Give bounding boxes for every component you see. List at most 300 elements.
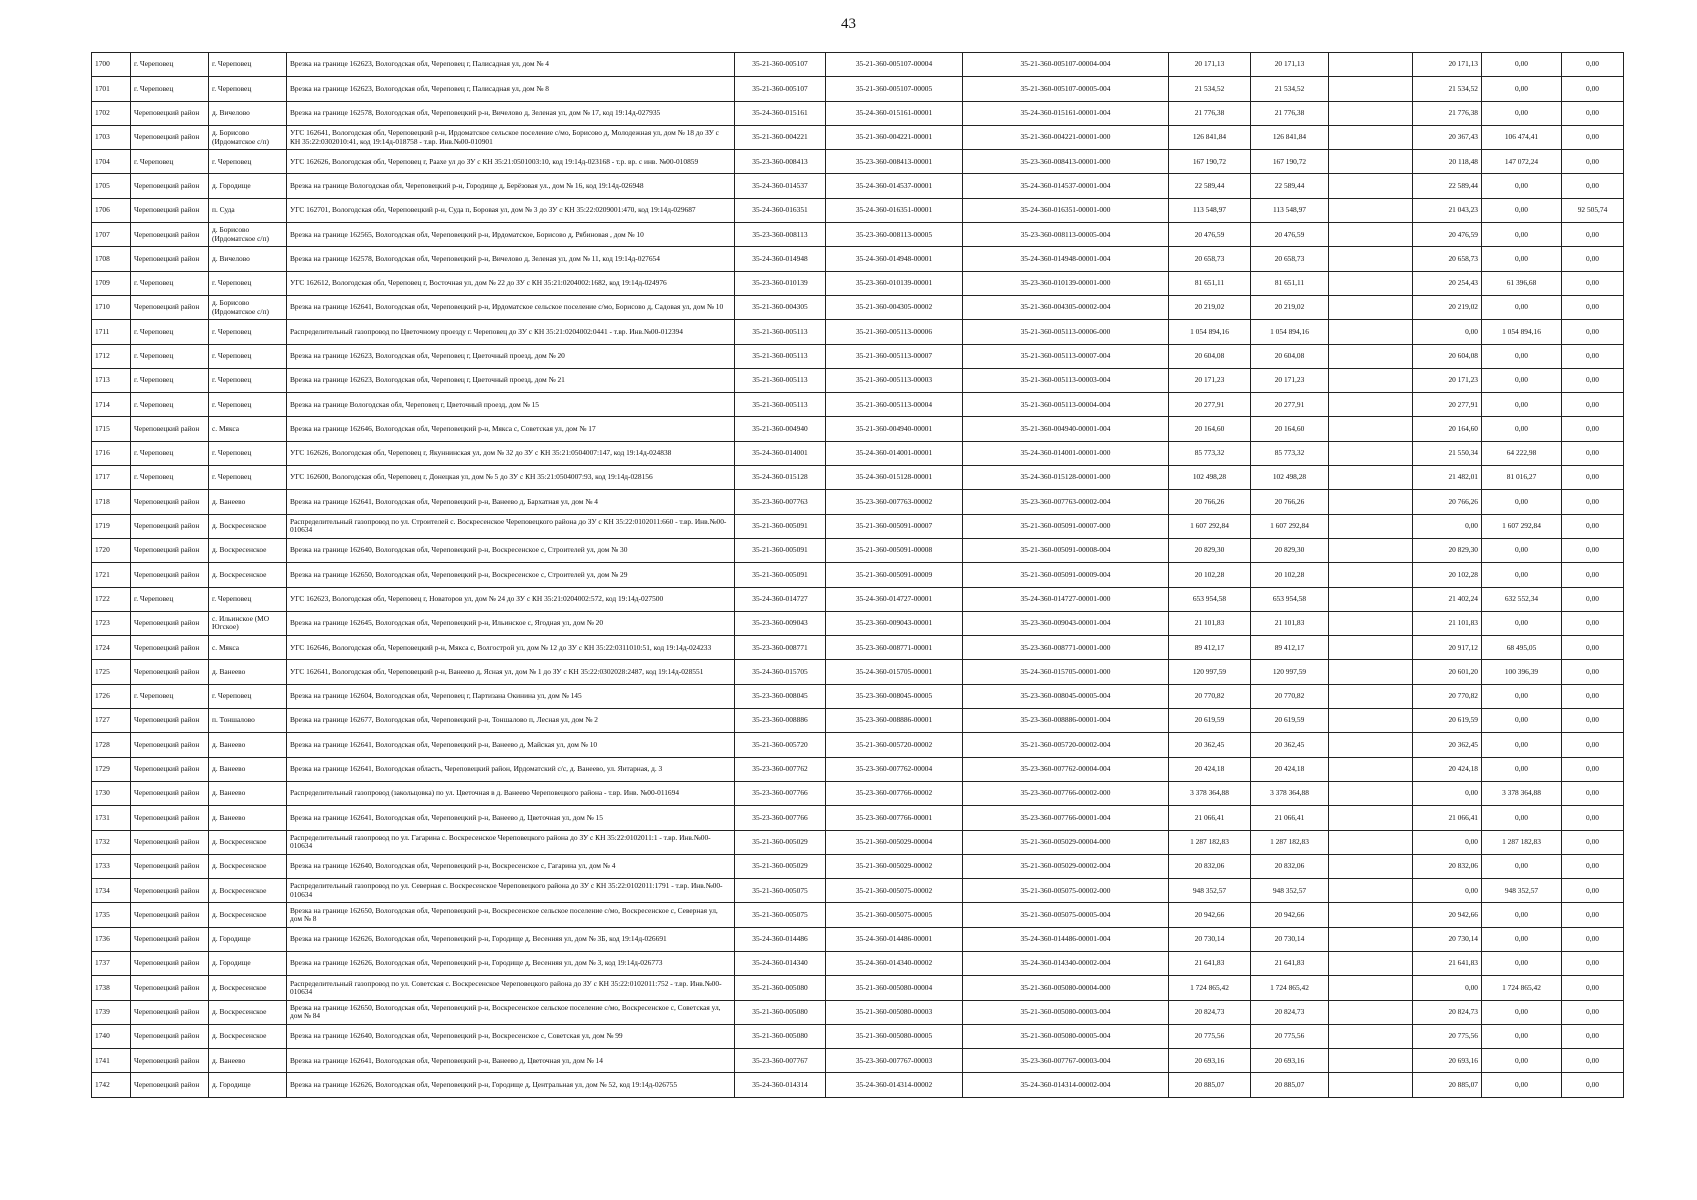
element-code-cell: 35-21-360-005113-00004-004 <box>963 393 1169 417</box>
object-description-cell: Распределительный газопровод по ул. Советская с. Воскресенское Череповецкого района до ЗУ с КН 35:22:0102011:752 - т.вр. Инв.№00-010634 <box>287 976 735 1000</box>
district-cell: г. Череповец <box>131 587 209 611</box>
sub-object-code-cell: 35-23-360-007762-00004 <box>826 757 963 781</box>
cost-part-3-cell: 0,00 <box>1562 976 1624 1000</box>
cost-part-3-cell: 0,00 <box>1562 368 1624 392</box>
locality-cell: д. Воскресенское <box>209 1000 287 1024</box>
sub-object-code-cell: 35-23-360-008886-00001 <box>826 709 963 733</box>
element-code-cell: 35-21-360-005091-00007-000 <box>963 514 1169 538</box>
table-row <box>92 951 1624 975</box>
sub-object-code-cell: 35-23-360-008771-00001 <box>826 636 963 660</box>
cost-part-2-cell: 81 016,27 <box>1482 466 1562 490</box>
cost-part-3-cell: 0,00 <box>1562 709 1624 733</box>
cost-cell: 22 589,44 <box>1251 174 1329 198</box>
element-code-cell: 35-21-360-005091-00008-004 <box>963 538 1169 562</box>
element-code-cell: 35-23-360-008045-00005-004 <box>963 684 1169 708</box>
element-code-cell: 35-24-360-014727-00001-000 <box>963 587 1169 611</box>
cost-part-1-cell: 0,00 <box>1413 879 1482 903</box>
object-description-cell: Врезка на границе 162645, Вологодская обл, Череповецкий р-н, Ильинское с, Ягодная ул, дом № 20 <box>287 611 735 635</box>
cost-part-1-cell: 20 658,73 <box>1413 247 1482 271</box>
cost-cell: 653 954,58 <box>1251 587 1329 611</box>
cost-part-3-cell: 0,00 <box>1562 879 1624 903</box>
cost-cell: 20 730,14 <box>1251 927 1329 951</box>
table-row <box>92 1049 1624 1073</box>
table-row <box>92 53 1624 77</box>
row-number-cell: 1732 <box>92 830 131 854</box>
cost-part-3-cell: 0,00 <box>1562 903 1624 927</box>
empty-cell <box>1329 490 1413 514</box>
table-row <box>92 806 1624 830</box>
empty-cell <box>1329 77 1413 101</box>
sub-object-code-cell: 35-24-360-014727-00001 <box>826 587 963 611</box>
cost-part-1-cell: 20 885,07 <box>1413 1073 1482 1097</box>
empty-cell <box>1329 393 1413 417</box>
cost-cell: 21 776,38 <box>1251 101 1329 125</box>
cost-part-3-cell: 0,00 <box>1562 830 1624 854</box>
locality-cell: д. Городище <box>209 951 287 975</box>
object-description-cell: Распределительный газопровод по Цветочному проезду г. Череповец до ЗУ с КН 35:21:0204002:0441 - т.вр. Инв.№00-012394 <box>287 320 735 344</box>
empty-cell <box>1329 636 1413 660</box>
element-code-cell: 35-21-360-005075-00005-004 <box>963 903 1169 927</box>
sub-object-code-cell: 35-24-360-014001-00001 <box>826 441 963 465</box>
cost-part-2-cell: 0,00 <box>1482 344 1562 368</box>
cost-part-1-cell: 21 043,23 <box>1413 198 1482 222</box>
locality-cell: д. Воскресенское <box>209 563 287 587</box>
cost-cell: 21 066,41 <box>1251 806 1329 830</box>
total-cost-cell: 85 773,32 <box>1169 441 1251 465</box>
cost-part-1-cell: 20 770,82 <box>1413 684 1482 708</box>
cost-part-2-cell: 0,00 <box>1482 611 1562 635</box>
locality-cell: п. Суда <box>209 198 287 222</box>
cost-part-1-cell: 21 776,38 <box>1413 101 1482 125</box>
cost-part-2-cell: 0,00 <box>1482 684 1562 708</box>
sub-object-code-cell: 35-21-360-005075-00002 <box>826 879 963 903</box>
total-cost-cell: 20 770,82 <box>1169 684 1251 708</box>
row-number-cell: 1709 <box>92 271 131 295</box>
district-cell: Череповецкий район <box>131 854 209 878</box>
total-cost-cell: 1 724 865,42 <box>1169 976 1251 1000</box>
cost-part-2-cell: 0,00 <box>1482 563 1562 587</box>
row-number-cell: 1708 <box>92 247 131 271</box>
empty-cell <box>1329 1049 1413 1073</box>
cost-part-3-cell: 0,00 <box>1562 150 1624 174</box>
cost-cell: 20 219,02 <box>1251 295 1329 319</box>
total-cost-cell: 948 352,57 <box>1169 879 1251 903</box>
total-cost-cell: 653 954,58 <box>1169 587 1251 611</box>
district-cell: Череповецкий район <box>131 830 209 854</box>
row-number-cell: 1706 <box>92 198 131 222</box>
cost-part-2-cell: 632 552,34 <box>1482 587 1562 611</box>
table-row <box>92 660 1624 684</box>
object-description-cell: УГС 162626, Вологодская обл, Череповец г, Раахе ул до ЗУ с КН 35:21:0501003:10, код 19:14д-023168 - т.р. вр. с инв. №00-010859 <box>287 150 735 174</box>
cost-part-2-cell: 0,00 <box>1482 490 1562 514</box>
table-row <box>92 125 1624 149</box>
element-code-cell: 35-24-360-014314-00002-004 <box>963 1073 1169 1097</box>
sub-object-code-cell: 35-23-360-007766-00001 <box>826 806 963 830</box>
locality-cell: д. Ванеево <box>209 757 287 781</box>
total-cost-cell: 3 378 364,88 <box>1169 781 1251 805</box>
district-cell: Череповецкий район <box>131 101 209 125</box>
locality-cell: д. Борисово (Ирдоматское с/п) <box>209 125 287 149</box>
cost-part-2-cell: 3 378 364,88 <box>1482 781 1562 805</box>
object-code-cell: 35-23-360-010139 <box>735 271 826 295</box>
cost-part-2-cell: 0,00 <box>1482 368 1562 392</box>
cost-part-2-cell: 0,00 <box>1482 295 1562 319</box>
object-code-cell: 35-21-360-005113 <box>735 320 826 344</box>
locality-cell: д. Ванеево <box>209 806 287 830</box>
cost-part-2-cell: 1 724 865,42 <box>1482 976 1562 1000</box>
district-cell: Череповецкий район <box>131 976 209 1000</box>
cost-part-1-cell: 20 917,12 <box>1413 636 1482 660</box>
object-description-cell: Врезка на границе 162623, Вологодская обл, Череповец г, Цветочный проезд, дом № 20 <box>287 344 735 368</box>
empty-cell <box>1329 344 1413 368</box>
table-row <box>92 781 1624 805</box>
cost-part-1-cell: 20 219,02 <box>1413 295 1482 319</box>
cost-part-3-cell: 0,00 <box>1562 1000 1624 1024</box>
table-row <box>92 174 1624 198</box>
cost-cell: 1 607 292,84 <box>1251 514 1329 538</box>
total-cost-cell: 21 066,41 <box>1169 806 1251 830</box>
total-cost-cell: 20 730,14 <box>1169 927 1251 951</box>
cost-cell: 20 829,30 <box>1251 538 1329 562</box>
locality-cell: д. Борисово (Ирдоматское с/п) <box>209 295 287 319</box>
table-row <box>92 1073 1624 1097</box>
cost-part-1-cell: 20 604,08 <box>1413 344 1482 368</box>
cost-part-1-cell: 20 367,43 <box>1413 125 1482 149</box>
cost-part-3-cell: 0,00 <box>1562 295 1624 319</box>
cost-part-2-cell: 0,00 <box>1482 854 1562 878</box>
object-code-cell: 35-21-360-005091 <box>735 538 826 562</box>
table-row <box>92 611 1624 635</box>
object-description-cell: Врезка на границе 162641, Вологодская обл, Череповецкий р-н, Ванеево д, Майская ул, дом № 10 <box>287 733 735 757</box>
cost-part-2-cell: 0,00 <box>1482 903 1562 927</box>
cost-part-3-cell: 0,00 <box>1562 101 1624 125</box>
empty-cell <box>1329 1073 1413 1097</box>
cost-cell: 20 658,73 <box>1251 247 1329 271</box>
empty-cell <box>1329 854 1413 878</box>
object-description-cell: Врезка на границе 162650, Вологодская обл, Череповецкий р-н, Воскресенское сельское поселение с/мо, Воскресенское с, Северная ул, дом № 8 <box>287 903 735 927</box>
object-code-cell: 35-24-360-014727 <box>735 587 826 611</box>
sub-object-code-cell: 35-23-360-007763-00002 <box>826 490 963 514</box>
row-number-cell: 1742 <box>92 1073 131 1097</box>
table-row <box>92 101 1624 125</box>
row-number-cell: 1736 <box>92 927 131 951</box>
element-code-cell: 35-21-360-004221-00001-000 <box>963 125 1169 149</box>
locality-cell: г. Череповец <box>209 587 287 611</box>
cost-part-3-cell: 0,00 <box>1562 174 1624 198</box>
row-number-cell: 1734 <box>92 879 131 903</box>
district-cell: г. Череповец <box>131 466 209 490</box>
object-description-cell: Врезка на границе 162646, Вологодская обл, Череповецкий р-н, Мякса с, Советская ул, дом № 17 <box>287 417 735 441</box>
object-code-cell: 35-24-360-014001 <box>735 441 826 465</box>
object-code-cell: 35-23-360-007766 <box>735 806 826 830</box>
sub-object-code-cell: 35-21-360-005029-00002 <box>826 854 963 878</box>
total-cost-cell: 102 498,28 <box>1169 466 1251 490</box>
cost-cell: 89 412,17 <box>1251 636 1329 660</box>
locality-cell: г. Череповец <box>209 393 287 417</box>
object-code-cell: 35-24-360-016351 <box>735 198 826 222</box>
cost-cell: 20 942,66 <box>1251 903 1329 927</box>
locality-cell: д. Ванеево <box>209 781 287 805</box>
sub-object-code-cell: 35-24-360-015128-00001 <box>826 466 963 490</box>
element-code-cell: 35-21-360-005720-00002-004 <box>963 733 1169 757</box>
element-code-cell: 35-21-360-005107-00005-004 <box>963 77 1169 101</box>
sub-object-code-cell: 35-24-360-014486-00001 <box>826 927 963 951</box>
cost-part-3-cell: 0,00 <box>1562 490 1624 514</box>
object-code-cell: 35-23-360-007763 <box>735 490 826 514</box>
table-row <box>92 757 1624 781</box>
object-description-cell: Врезка на границе 162623, Вологодская обл, Череповец г, Палисадная ул, дом № 8 <box>287 77 735 101</box>
sub-object-code-cell: 35-23-360-008413-00001 <box>826 150 963 174</box>
cost-part-1-cell: 20 832,06 <box>1413 854 1482 878</box>
empty-cell <box>1329 125 1413 149</box>
sub-object-code-cell: 35-21-360-004221-00001 <box>826 125 963 149</box>
total-cost-cell: 126 841,84 <box>1169 125 1251 149</box>
object-description-cell: Врезка на границе 162641, Вологодская обл, Череповецкий р-н, Ирдоматское сельское поселение с/мо, Борисово д, Садовая ул, дом № 10 <box>287 295 735 319</box>
cost-part-1-cell: 20 254,43 <box>1413 271 1482 295</box>
cost-part-3-cell: 0,00 <box>1562 781 1624 805</box>
sub-object-code-cell: 35-21-360-005720-00002 <box>826 733 963 757</box>
sub-object-code-cell: 35-21-360-005107-00004 <box>826 53 963 77</box>
object-description-cell: Распределительный газопровод по ул. Гагарина с. Воскресенское Череповецкого района до ЗУ с КН 35:22:0102011:1 - т.вр. Инв.№00-010634 <box>287 830 735 854</box>
cost-part-3-cell: 0,00 <box>1562 247 1624 271</box>
table-row <box>92 393 1624 417</box>
cost-cell: 20 102,28 <box>1251 563 1329 587</box>
sub-object-code-cell: 35-21-360-004940-00001 <box>826 417 963 441</box>
empty-cell <box>1329 733 1413 757</box>
district-cell: г. Череповец <box>131 344 209 368</box>
total-cost-cell: 21 534,52 <box>1169 77 1251 101</box>
empty-cell <box>1329 295 1413 319</box>
object-description-cell: Врезка на границе 162640, Вологодская обл, Череповецкий р-н, Воскресенское с, Гагарина ул, дом № 4 <box>287 854 735 878</box>
locality-cell: д. Вичелово <box>209 101 287 125</box>
object-code-cell: 35-21-360-005091 <box>735 514 826 538</box>
element-code-cell: 35-23-360-008771-00001-000 <box>963 636 1169 660</box>
cost-cell: 20 171,13 <box>1251 53 1329 77</box>
row-number-cell: 1710 <box>92 295 131 319</box>
cost-cell: 21 534,52 <box>1251 77 1329 101</box>
cost-cell: 20 476,59 <box>1251 223 1329 247</box>
table-row <box>92 417 1624 441</box>
cost-part-1-cell: 20 601,20 <box>1413 660 1482 684</box>
element-code-cell: 35-21-360-005113-00007-004 <box>963 344 1169 368</box>
object-code-cell: 35-21-360-005080 <box>735 1024 826 1048</box>
cost-cell: 20 277,91 <box>1251 393 1329 417</box>
element-code-cell: 35-24-360-014340-00002-004 <box>963 951 1169 975</box>
object-code-cell: 35-21-360-005107 <box>735 53 826 77</box>
locality-cell: д. Городище <box>209 1073 287 1097</box>
cost-part-1-cell: 20 942,66 <box>1413 903 1482 927</box>
empty-cell <box>1329 1000 1413 1024</box>
row-number-cell: 1740 <box>92 1024 131 1048</box>
empty-cell <box>1329 368 1413 392</box>
cost-part-1-cell: 20 775,56 <box>1413 1024 1482 1048</box>
sub-object-code-cell: 35-21-360-004305-00002 <box>826 295 963 319</box>
cost-cell: 20 619,59 <box>1251 709 1329 733</box>
object-description-cell: Распределительный газопровод по ул. Северная с. Воскресенское Череповецкого района до ЗУ с КН 35:22:0102011:1791 - т.вр. Инв.№00-010634 <box>287 879 735 903</box>
district-cell: Череповецкий район <box>131 563 209 587</box>
object-code-cell: 35-21-360-004305 <box>735 295 826 319</box>
row-number-cell: 1703 <box>92 125 131 149</box>
object-description-cell: Врезка на границе 162641, Вологодская обл, Череповецкий р-н, Ванеево д, Цветочная ул, дом № 14 <box>287 1049 735 1073</box>
total-cost-cell: 20 824,73 <box>1169 1000 1251 1024</box>
element-code-cell: 35-24-360-014537-00001-004 <box>963 174 1169 198</box>
district-cell: г. Череповец <box>131 271 209 295</box>
table-row <box>92 830 1624 854</box>
object-code-cell: 35-23-360-007766 <box>735 781 826 805</box>
row-number-cell: 1739 <box>92 1000 131 1024</box>
locality-cell: д. Ванеево <box>209 660 287 684</box>
cost-part-2-cell: 0,00 <box>1482 223 1562 247</box>
total-cost-cell: 20 277,91 <box>1169 393 1251 417</box>
table-row <box>92 903 1624 927</box>
locality-cell: с. Ильинское (МО Югское) <box>209 611 287 635</box>
cost-part-3-cell: 0,00 <box>1562 733 1624 757</box>
locality-cell: д. Ванеево <box>209 490 287 514</box>
cost-cell: 21 641,83 <box>1251 951 1329 975</box>
cost-part-3-cell: 0,00 <box>1562 125 1624 149</box>
cost-part-2-cell: 0,00 <box>1482 53 1562 77</box>
district-cell: Череповецкий район <box>131 417 209 441</box>
cost-part-1-cell: 20 693,16 <box>1413 1049 1482 1073</box>
district-cell: Череповецкий район <box>131 781 209 805</box>
object-code-cell: 35-24-360-015128 <box>735 466 826 490</box>
total-cost-cell: 20 775,56 <box>1169 1024 1251 1048</box>
total-cost-cell: 20 766,26 <box>1169 490 1251 514</box>
object-description-cell: Распределительный газопровод по ул. Строителей с. Воскресенское Череповецкого района до ЗУ с КН 35:22:0102011:660 - т.вр. Инв.№00-010634 <box>287 514 735 538</box>
total-cost-cell: 1 607 292,84 <box>1169 514 1251 538</box>
object-code-cell: 35-21-360-004940 <box>735 417 826 441</box>
sub-object-code-cell: 35-24-360-015161-00001 <box>826 101 963 125</box>
cost-part-2-cell: 0,00 <box>1482 77 1562 101</box>
cost-part-1-cell: 21 534,52 <box>1413 77 1482 101</box>
object-code-cell: 35-21-360-005091 <box>735 563 826 587</box>
row-number-cell: 1704 <box>92 150 131 174</box>
element-code-cell: 35-24-360-014486-00001-004 <box>963 927 1169 951</box>
cost-part-2-cell: 0,00 <box>1482 1049 1562 1073</box>
cost-part-1-cell: 0,00 <box>1413 320 1482 344</box>
row-number-cell: 1705 <box>92 174 131 198</box>
object-description-cell: УГС 162701, Вологодская обл, Череповецкий р-н, Суда п, Боровая ул, дом № 3 до ЗУ с КН 35:22:0209001:470, код 19:14д-029687 <box>287 198 735 222</box>
cost-part-3-cell: 0,00 <box>1562 806 1624 830</box>
sub-object-code-cell: 35-21-360-005113-00003 <box>826 368 963 392</box>
cost-cell: 85 773,32 <box>1251 441 1329 465</box>
district-cell: Череповецкий район <box>131 514 209 538</box>
district-cell: Череповецкий район <box>131 1073 209 1097</box>
cost-cell: 1 724 865,42 <box>1251 976 1329 1000</box>
object-code-cell: 35-21-360-005113 <box>735 393 826 417</box>
district-cell: Череповецкий район <box>131 806 209 830</box>
cost-part-1-cell: 20 102,28 <box>1413 563 1482 587</box>
table-row <box>92 709 1624 733</box>
sub-object-code-cell: 35-21-360-005075-00005 <box>826 903 963 927</box>
element-code-cell: 35-23-360-007763-00002-004 <box>963 490 1169 514</box>
object-code-cell: 35-23-360-009043 <box>735 611 826 635</box>
element-code-cell: 35-24-360-014948-00001-004 <box>963 247 1169 271</box>
cost-part-1-cell: 21 066,41 <box>1413 806 1482 830</box>
cost-cell: 81 651,11 <box>1251 271 1329 295</box>
cost-part-1-cell: 0,00 <box>1413 830 1482 854</box>
sub-object-code-cell: 35-24-360-014537-00001 <box>826 174 963 198</box>
table-row <box>92 684 1624 708</box>
cost-part-1-cell: 21 402,24 <box>1413 587 1482 611</box>
object-code-cell: 35-23-360-008771 <box>735 636 826 660</box>
table-row <box>92 1000 1624 1024</box>
empty-cell <box>1329 174 1413 198</box>
total-cost-cell: 89 412,17 <box>1169 636 1251 660</box>
table-row <box>92 247 1624 271</box>
total-cost-cell: 20 829,30 <box>1169 538 1251 562</box>
total-cost-cell: 21 776,38 <box>1169 101 1251 125</box>
row-number-cell: 1722 <box>92 587 131 611</box>
empty-cell <box>1329 514 1413 538</box>
table-row <box>92 538 1624 562</box>
empty-cell <box>1329 53 1413 77</box>
cost-part-2-cell: 0,00 <box>1482 1024 1562 1048</box>
sub-object-code-cell: 35-21-360-005113-00007 <box>826 344 963 368</box>
asset-register-table <box>91 52 1624 1098</box>
locality-cell: г. Череповец <box>209 53 287 77</box>
row-number-cell: 1737 <box>92 951 131 975</box>
locality-cell: д. Вичелово <box>209 247 287 271</box>
cost-cell: 113 548,97 <box>1251 198 1329 222</box>
district-cell: Череповецкий район <box>131 125 209 149</box>
object-description-cell: Врезка на границе 162623, Вологодская обл, Череповец г, Палисадная ул, дом № 4 <box>287 53 735 77</box>
object-description-cell: Врезка на границе 162650, Вологодская обл, Череповецкий р-н, Воскресенское сельское поселение с/мо, Воскресенское с, Советская ул, дом № 84 <box>287 1000 735 1024</box>
district-cell: Череповецкий район <box>131 174 209 198</box>
empty-cell <box>1329 198 1413 222</box>
object-description-cell: УГС 162600, Вологодская обл, Череповец г, Донецкая ул, дом № 5 до ЗУ с КН 35:21:0504007:93, код 19:14д-028156 <box>287 466 735 490</box>
object-description-cell: Врезка на границе 162641, Вологодская обл, Череповецкий р-н, Ванеево д, Цветочная ул, дом № 15 <box>287 806 735 830</box>
district-cell: Череповецкий район <box>131 1049 209 1073</box>
cost-cell: 20 171,23 <box>1251 368 1329 392</box>
cost-part-3-cell: 0,00 <box>1562 951 1624 975</box>
total-cost-cell: 20 693,16 <box>1169 1049 1251 1073</box>
locality-cell: г. Череповец <box>209 368 287 392</box>
cost-part-3-cell: 0,00 <box>1562 77 1624 101</box>
locality-cell: д. Воскресенское <box>209 538 287 562</box>
cost-part-2-cell: 0,00 <box>1482 393 1562 417</box>
element-code-cell: 35-24-360-015128-00001-000 <box>963 466 1169 490</box>
row-number-cell: 1717 <box>92 466 131 490</box>
object-code-cell: 35-21-360-005080 <box>735 1000 826 1024</box>
locality-cell: с. Мякса <box>209 417 287 441</box>
district-cell: г. Череповец <box>131 320 209 344</box>
object-description-cell: Врезка на границе 162626, Вологодская обл, Череповецкий р-н, Городище д, Весенняя ул, дом № 3Б, код 19:14д-026691 <box>287 927 735 951</box>
object-code-cell: 35-21-360-005080 <box>735 976 826 1000</box>
empty-cell <box>1329 538 1413 562</box>
cost-part-3-cell: 0,00 <box>1562 514 1624 538</box>
element-code-cell: 35-24-360-015705-00001-000 <box>963 660 1169 684</box>
cost-part-1-cell: 20 476,59 <box>1413 223 1482 247</box>
table-row <box>92 733 1624 757</box>
cost-part-2-cell: 0,00 <box>1482 101 1562 125</box>
district-cell: Череповецкий район <box>131 223 209 247</box>
cost-part-1-cell: 20 730,14 <box>1413 927 1482 951</box>
total-cost-cell: 20 171,23 <box>1169 368 1251 392</box>
total-cost-cell: 20 658,73 <box>1169 247 1251 271</box>
row-number-cell: 1718 <box>92 490 131 514</box>
element-code-cell: 35-21-360-005080-00005-004 <box>963 1024 1169 1048</box>
cost-cell: 1 054 894,16 <box>1251 320 1329 344</box>
locality-cell: д. Городище <box>209 174 287 198</box>
object-description-cell: Врезка на границе 162641, Вологодская обл, Череповецкий р-н, Ванеево д, Бархатная ул, дом № 4 <box>287 490 735 514</box>
element-code-cell: 35-23-360-008413-00001-000 <box>963 150 1169 174</box>
cost-part-2-cell: 106 474,41 <box>1482 125 1562 149</box>
cost-part-3-cell: 0,00 <box>1562 587 1624 611</box>
cost-part-3-cell: 0,00 <box>1562 660 1624 684</box>
district-cell: Череповецкий район <box>131 879 209 903</box>
cost-part-2-cell: 147 072,24 <box>1482 150 1562 174</box>
